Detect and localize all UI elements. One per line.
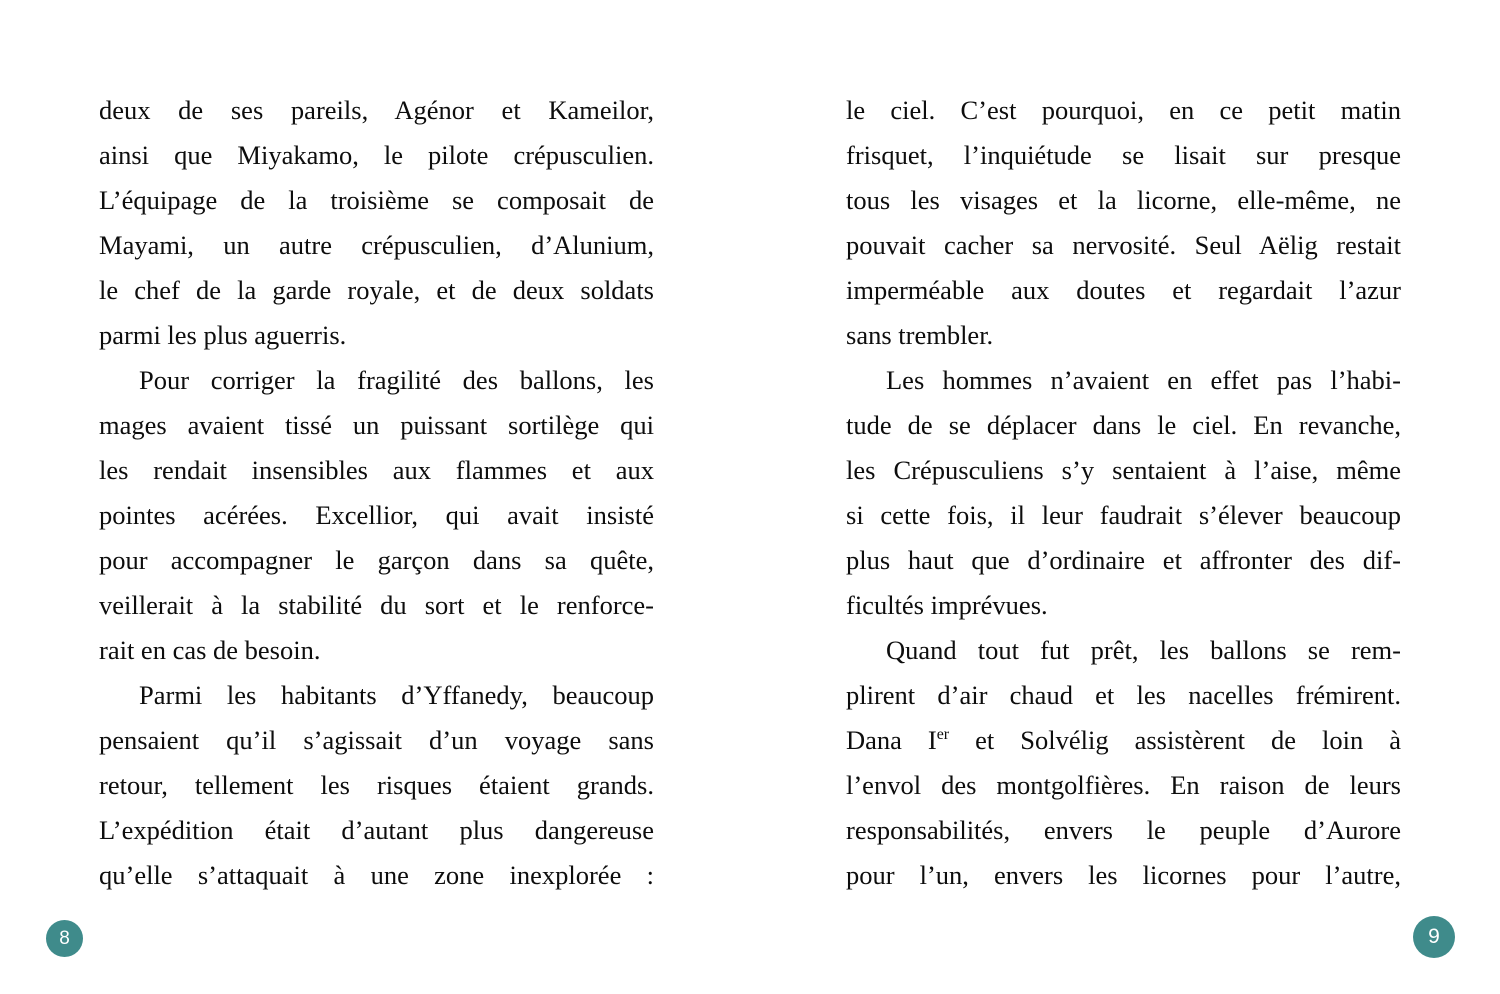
page-left-body [99, 88, 654, 898]
text-line: parmi les plus aguerris. [99, 320, 347, 350]
text-line: imperméable aux doutes et regardait l’azur [846, 275, 1401, 305]
page-number-right: 9 [1428, 925, 1440, 948]
text-line: Parmi les habitants d’Yffanedy, beaucoup [139, 680, 654, 710]
page-number-badge-left [46, 920, 83, 957]
text-line: L’expédition était d’autant plus dangereuse [99, 815, 654, 845]
text-line: veillerait à la stabilité du sort et le renforce- [99, 590, 654, 620]
paragraph [99, 358, 654, 673]
text-line: Pour corriger la fragilité des ballons, les [139, 365, 654, 395]
ordinal-rest: et Solvélig assistèrent de loin à [949, 725, 1401, 755]
page-right-body [846, 88, 1401, 898]
text-line: tous les visages et la licorne, elle-même, ne [846, 185, 1401, 215]
text-line: les Crépusculiens s’y sentaient à l’aise, même [846, 455, 1401, 485]
text-line: pour l’un, envers les licornes pour l’autre, [846, 860, 1401, 890]
text-line: ficultés imprévues. [846, 590, 1048, 620]
text-line: L’équipage de la troisième se composait de [99, 185, 654, 215]
text-line: plus haut que d’ordinaire et affronter des dif- [846, 545, 1401, 575]
text-line: sans trembler. [846, 320, 994, 350]
text-line: le ciel. C’est pourquoi, en ce petit matin [846, 95, 1401, 125]
paragraph [846, 88, 1401, 358]
text-line: mages avaient tissé un puissant sortilège qui [99, 410, 654, 440]
text-line: pouvait cacher sa nervosité. Seul Aëlig restait [846, 230, 1401, 260]
text-line: l’envol des montgolfières. En raison de leurs [846, 770, 1401, 800]
text-line: rait en cas de besoin. [99, 635, 321, 665]
paragraph [99, 673, 654, 898]
text-line-ordinal [846, 718, 1401, 763]
text-line: les rendait insensibles aux flammes et aux [99, 455, 654, 485]
text-line: pensaient qu’il s’agissait d’un voyage sans [99, 725, 654, 755]
paragraph [99, 88, 654, 358]
text-line: tude de se déplacer dans le ciel. En revanche, [846, 410, 1401, 440]
page-right [846, 88, 1401, 898]
text-line: ainsi que Miyakamo, le pilote crépusculien. [99, 140, 654, 170]
text-line: deux de ses pareils, Agénor et Kameilor, [99, 95, 654, 125]
paragraph [846, 628, 1401, 898]
text-line: le chef de la garde royale, et de deux soldats [99, 275, 654, 305]
text-line: pointes acérées. Excellior, qui avait insisté [99, 500, 654, 530]
text-line: Quand tout fut prêt, les ballons se rem- [886, 635, 1401, 665]
page-left [99, 88, 654, 898]
page-number-badge-right [1413, 916, 1455, 958]
text-line: Les hommes n’avaient en effet pas l’habi- [886, 365, 1401, 395]
ordinal-prefix: Dana I [846, 725, 937, 755]
page-number-left: 8 [59, 927, 70, 949]
text-line: responsabilités, envers le peuple d’Aurore [846, 815, 1401, 845]
ordinal-suffix: er [936, 726, 950, 744]
text-line: pour accompagner le garçon dans sa quête, [99, 545, 654, 575]
text-line: si cette fois, il leur faudrait s’élever beaucoup [846, 500, 1401, 530]
paragraph [846, 358, 1401, 628]
text-line: frisquet, l’inquiétude se lisait sur presque [846, 140, 1401, 170]
text-line: plirent d’air chaud et les nacelles frémirent. [846, 680, 1401, 710]
text-line: qu’elle s’attaquait à une zone inexplorée : [99, 860, 654, 890]
text-line: retour, tellement les risques étaient grands. [99, 770, 654, 800]
text-line: Mayami, un autre crépusculien, d’Alunium, [99, 230, 654, 260]
